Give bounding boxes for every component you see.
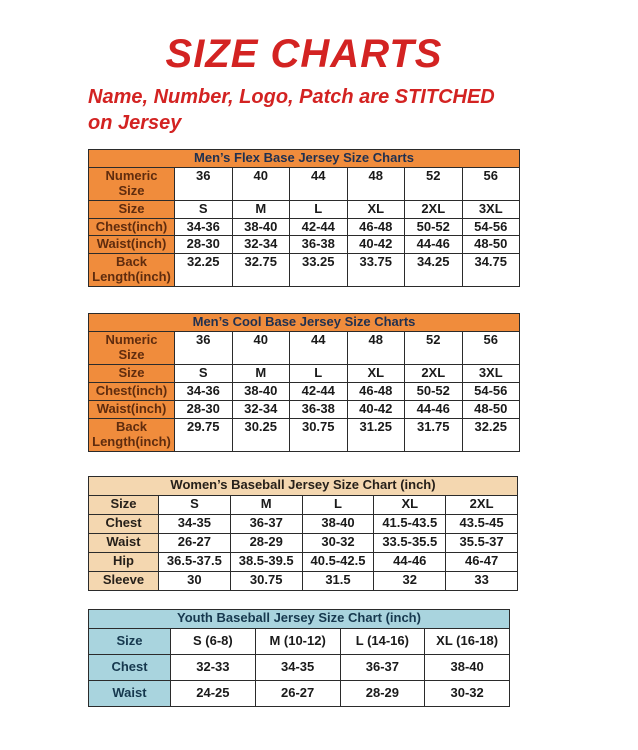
size-value: 30.75 <box>290 418 348 451</box>
size-value: 28-29 <box>340 680 425 706</box>
size-value: 32.75 <box>232 254 290 287</box>
size-value: 46-48 <box>347 383 405 401</box>
row-label: Back Length(inch) <box>89 254 175 287</box>
size-value: 36-38 <box>290 236 348 254</box>
subtitle-line-2: on Jersey <box>88 112 182 135</box>
size-value: S <box>175 365 233 383</box>
size-table <box>88 313 520 452</box>
size-value: 36-37 <box>340 654 425 680</box>
size-value: 54-56 <box>462 383 520 401</box>
size-value: S <box>159 495 231 514</box>
size-value: 33.25 <box>290 254 348 287</box>
size-value: 38-40 <box>302 514 374 533</box>
size-value: L <box>290 365 348 383</box>
page-subtitle <box>88 84 520 137</box>
size-value: 48-50 <box>462 236 520 254</box>
size-value: 34.25 <box>405 254 463 287</box>
size-value: 56 <box>462 167 520 200</box>
size-value: M <box>230 495 302 514</box>
size-value: 33 <box>446 571 518 590</box>
row-label: Chest <box>89 514 159 533</box>
size-value: 48-50 <box>462 400 520 418</box>
size-value: 30 <box>159 571 231 590</box>
size-value: 44-46 <box>405 236 463 254</box>
size-value: 28-30 <box>175 400 233 418</box>
size-value: 26-27 <box>255 680 340 706</box>
youth-baseball-size-table <box>88 609 520 707</box>
size-value: 52 <box>405 167 463 200</box>
size-value: 34-36 <box>175 218 233 236</box>
size-value: 2XL <box>405 365 463 383</box>
size-value: 50-52 <box>405 218 463 236</box>
size-value: 34-36 <box>175 383 233 401</box>
table-title: Men’s Cool Base Jersey Size Charts <box>89 314 520 332</box>
size-value: L (14-16) <box>340 628 425 654</box>
size-value: 36-38 <box>290 400 348 418</box>
size-value: 33.75 <box>347 254 405 287</box>
size-value: M (10-12) <box>255 628 340 654</box>
size-value: 36 <box>175 332 233 365</box>
size-value: 35.5-37 <box>446 533 518 552</box>
size-value: 28-29 <box>230 533 302 552</box>
size-value: 31.5 <box>302 571 374 590</box>
size-value: 29.75 <box>175 418 233 451</box>
mens-cool-base-size-table <box>88 313 520 452</box>
size-value: 36 <box>175 167 233 200</box>
womens-baseball-size-table <box>88 476 520 591</box>
size-value: 31.25 <box>347 418 405 451</box>
size-value: 32 <box>374 571 446 590</box>
content-area <box>88 32 520 707</box>
size-table <box>88 149 520 288</box>
size-value: 48 <box>347 167 405 200</box>
size-value: 32.25 <box>175 254 233 287</box>
row-label: Chest(inch) <box>89 218 175 236</box>
size-value: 40-42 <box>347 236 405 254</box>
size-value: 36.5-37.5 <box>159 552 231 571</box>
size-value: 30.25 <box>232 418 290 451</box>
size-value: 40 <box>232 167 290 200</box>
row-label: Waist <box>89 680 171 706</box>
size-value: 24-25 <box>171 680 256 706</box>
size-value: 30-32 <box>302 533 374 552</box>
size-value: 44 <box>290 332 348 365</box>
size-value: 44-46 <box>374 552 446 571</box>
size-value: 42-44 <box>290 218 348 236</box>
size-value: 40 <box>232 332 290 365</box>
size-value: 52 <box>405 332 463 365</box>
size-value: 46-48 <box>347 218 405 236</box>
table-title: Youth Baseball Jersey Size Chart (inch) <box>89 609 510 628</box>
size-value: 40-42 <box>347 400 405 418</box>
size-value: 46-47 <box>446 552 518 571</box>
size-value: 30-32 <box>425 680 510 706</box>
size-value: 32.25 <box>462 418 520 451</box>
size-value: 50-52 <box>405 383 463 401</box>
size-value: 32-34 <box>232 400 290 418</box>
row-label: Size <box>89 365 175 383</box>
row-label: Waist <box>89 533 159 552</box>
row-label: Numeric Size <box>89 332 175 365</box>
size-value: XL <box>347 200 405 218</box>
size-value: 38-40 <box>232 383 290 401</box>
size-value: 3XL <box>462 200 520 218</box>
size-value: 32-34 <box>232 236 290 254</box>
row-label: Chest(inch) <box>89 383 175 401</box>
row-label: Waist(inch) <box>89 236 175 254</box>
row-label: Size <box>89 495 159 514</box>
size-table <box>88 609 510 707</box>
row-label: Size <box>89 200 175 218</box>
size-value: M <box>232 365 290 383</box>
size-value: 40.5-42.5 <box>302 552 374 571</box>
size-value: L <box>290 200 348 218</box>
row-label: Numeric Size <box>89 167 175 200</box>
size-value: L <box>302 495 374 514</box>
size-value: 3XL <box>462 365 520 383</box>
size-value: 28-30 <box>175 236 233 254</box>
size-value: 38.5-39.5 <box>230 552 302 571</box>
size-value: 36-37 <box>230 514 302 533</box>
row-label: Hip <box>89 552 159 571</box>
size-table <box>88 476 518 591</box>
size-value: 54-56 <box>462 218 520 236</box>
size-value: 32-33 <box>171 654 256 680</box>
size-value: S <box>175 200 233 218</box>
size-value: 30.75 <box>230 571 302 590</box>
size-value: 34.75 <box>462 254 520 287</box>
tables-container <box>88 149 520 707</box>
size-value: S (6-8) <box>171 628 256 654</box>
size-value: 56 <box>462 332 520 365</box>
size-value: 31.75 <box>405 418 463 451</box>
size-value: 48 <box>347 332 405 365</box>
table-title: Women’s Baseball Jersey Size Chart (inch) <box>89 476 518 495</box>
size-value: 2XL <box>405 200 463 218</box>
size-value: M <box>232 200 290 218</box>
size-value: 26-27 <box>159 533 231 552</box>
size-value: 34-35 <box>159 514 231 533</box>
row-label: Chest <box>89 654 171 680</box>
size-value: 41.5-43.5 <box>374 514 446 533</box>
size-value: 44 <box>290 167 348 200</box>
row-label: Back Length(inch) <box>89 418 175 451</box>
page-title: SIZE CHARTS <box>165 32 443 76</box>
size-value: 38-40 <box>232 218 290 236</box>
row-label: Waist(inch) <box>89 400 175 418</box>
row-label: Sleeve <box>89 571 159 590</box>
mens-flex-base-size-table <box>88 149 520 288</box>
size-value: 42-44 <box>290 383 348 401</box>
size-value: XL (16-18) <box>425 628 510 654</box>
subtitle-line-1: Name, Number, Logo, Patch are STITCHED <box>88 86 495 108</box>
size-value: 33.5-35.5 <box>374 533 446 552</box>
size-value: 2XL <box>446 495 518 514</box>
size-value: 43.5-45 <box>446 514 518 533</box>
size-value: XL <box>374 495 446 514</box>
size-value: 38-40 <box>425 654 510 680</box>
table-title: Men’s Flex Base Jersey Size Charts <box>89 149 520 167</box>
size-value: 34-35 <box>255 654 340 680</box>
row-label: Size <box>89 628 171 654</box>
size-value: 44-46 <box>405 400 463 418</box>
size-value: XL <box>347 365 405 383</box>
